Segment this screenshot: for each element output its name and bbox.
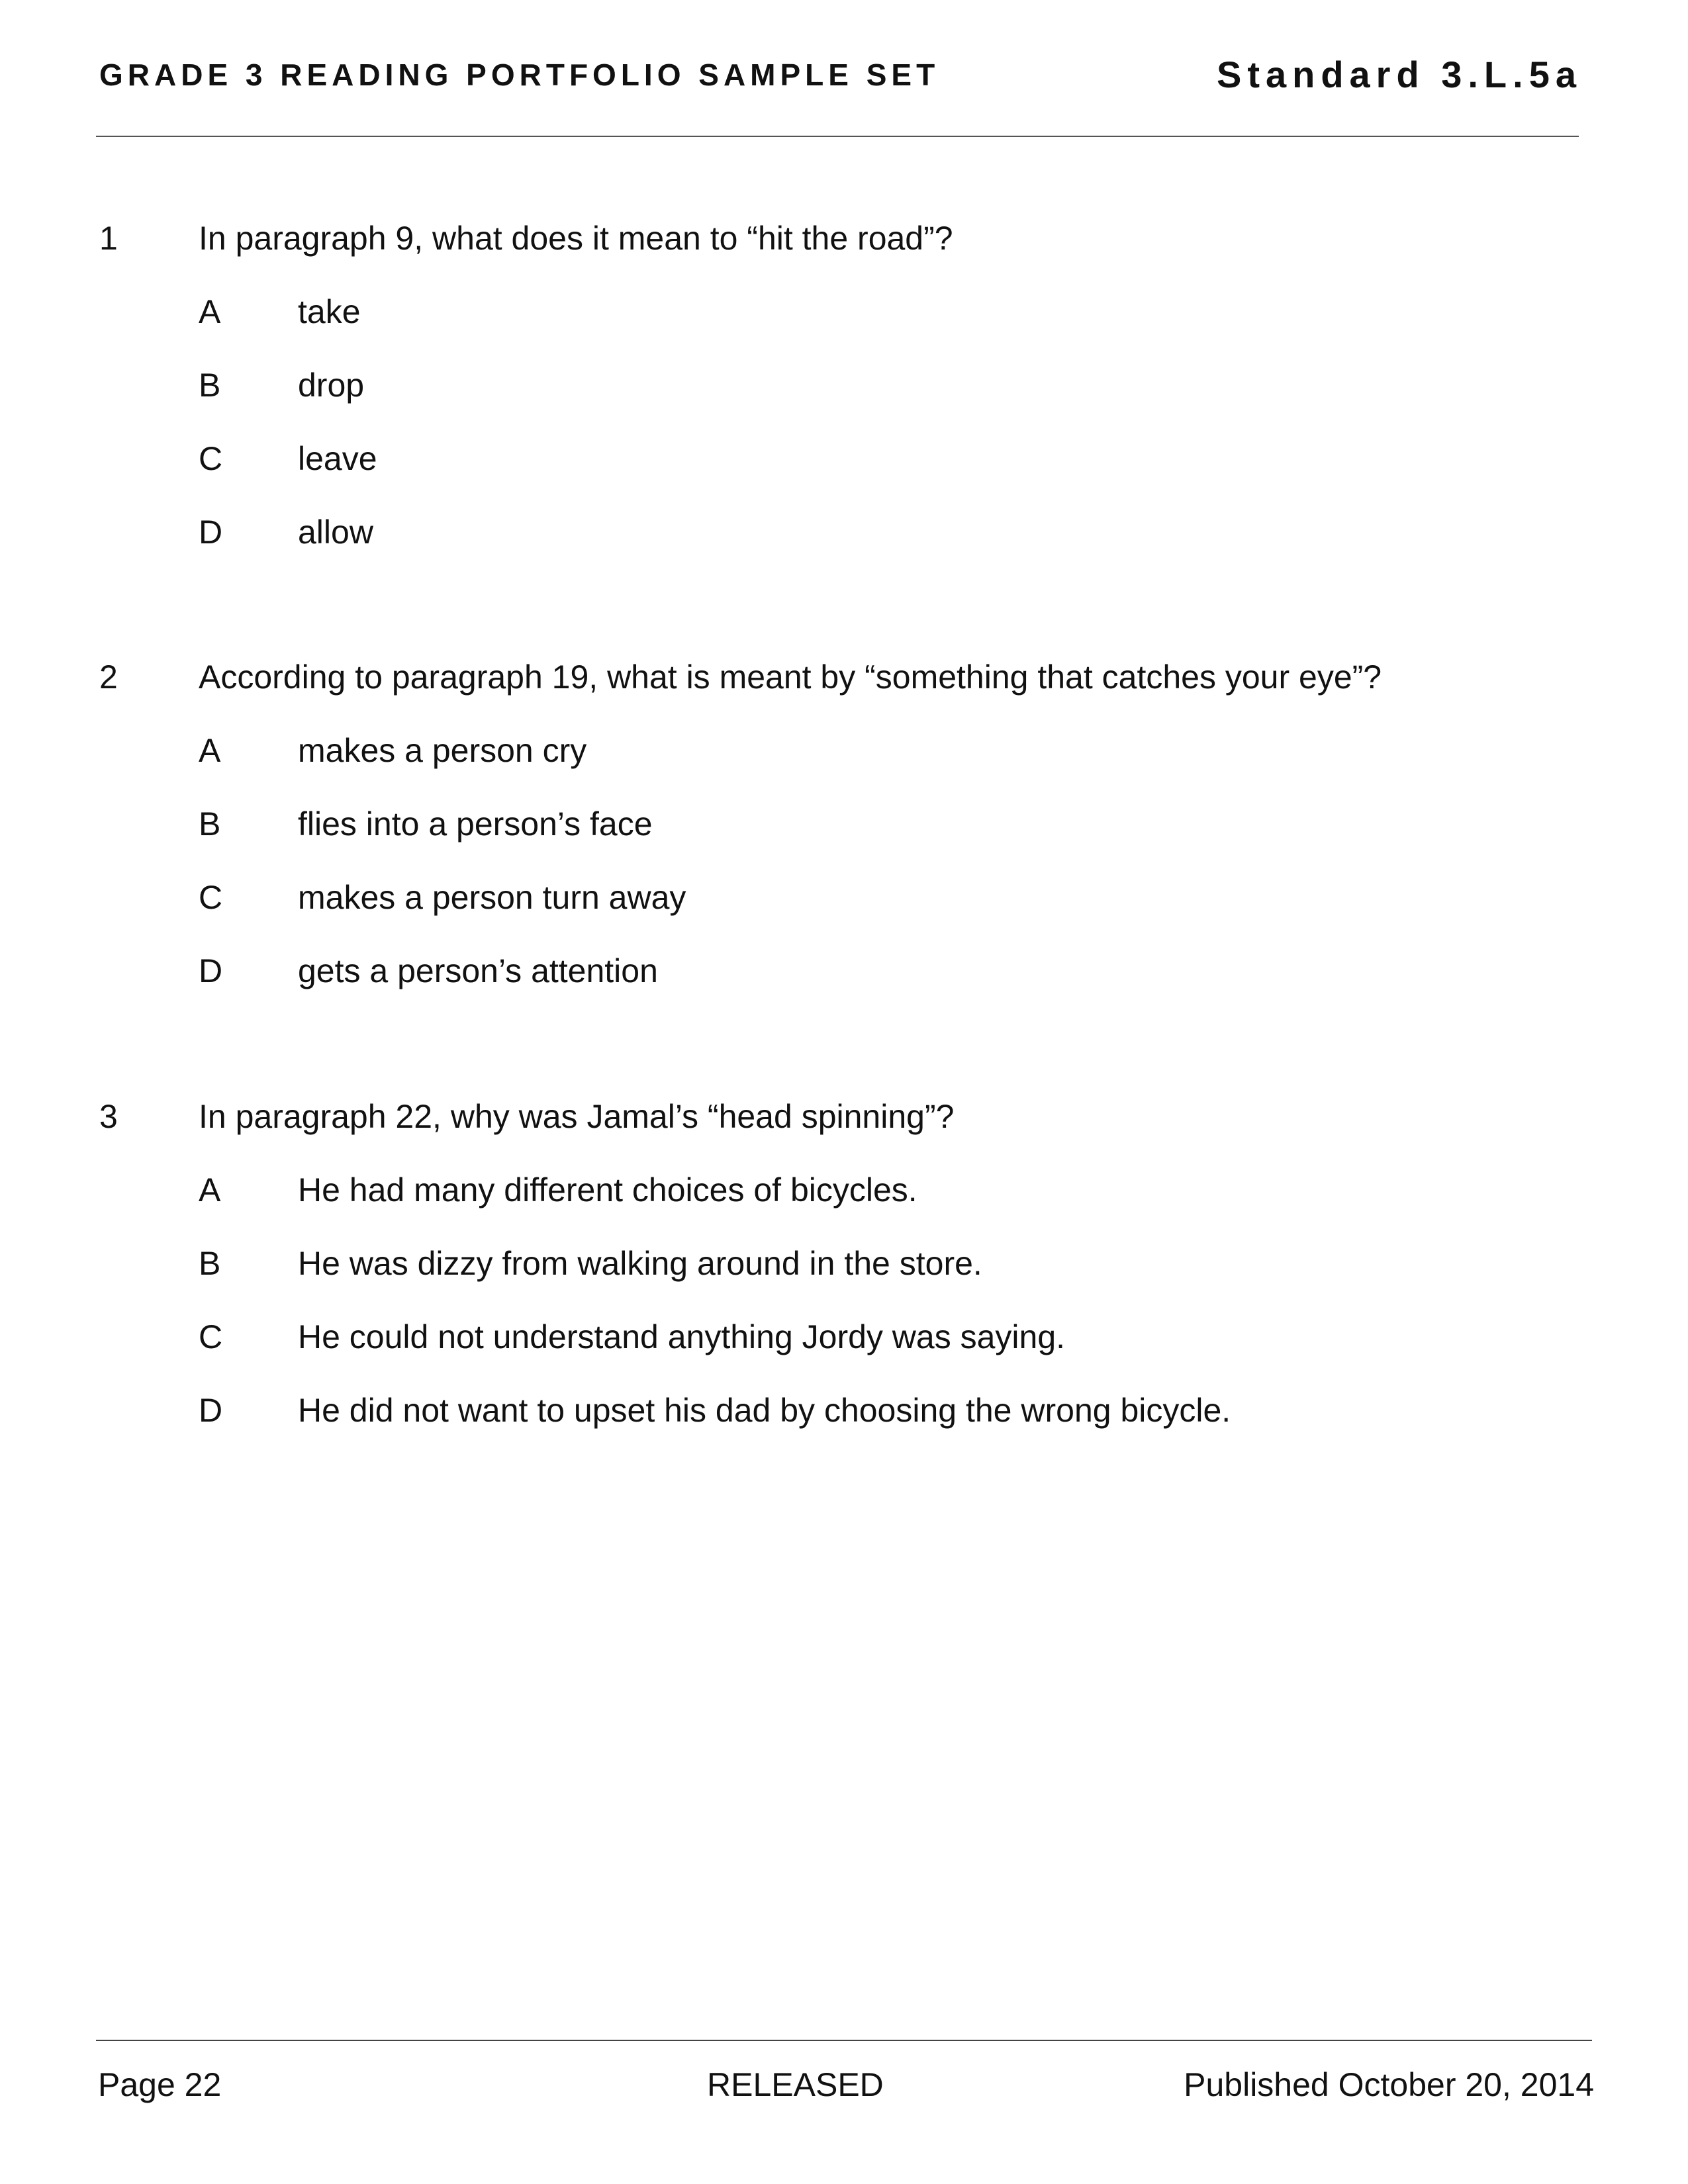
choice-text: flies into a person’s face: [298, 805, 653, 842]
question-number: 1: [99, 220, 118, 257]
answer-choice-d: [99, 951, 1595, 991]
choice-letter: A: [199, 732, 221, 769]
question-1: [99, 218, 1595, 552]
choice-letter: D: [199, 1392, 223, 1429]
choice-letter: A: [199, 1171, 221, 1208]
answer-choice-d: [99, 1390, 1595, 1430]
question-2: [99, 657, 1595, 991]
choice-text: allow: [298, 514, 373, 551]
choice-text: drop: [298, 367, 365, 404]
choice-text: He did not want to upset his dad by choosing the wrong bicycle.: [298, 1392, 1231, 1429]
question-text: In paragraph 9, what does it mean to “hit the road”?: [199, 220, 953, 257]
answer-choice-c: [99, 1317, 1595, 1357]
question-stem: [99, 218, 1595, 258]
question-stem: [99, 1097, 1595, 1136]
choice-letter: D: [199, 514, 223, 551]
answer-choice-a: [99, 292, 1595, 332]
choice-text: take: [298, 293, 361, 330]
choice-letter: B: [199, 1245, 221, 1282]
choice-letter: D: [199, 952, 223, 989]
answer-choice-a: [99, 731, 1595, 770]
footer-divider: [96, 2040, 1592, 2041]
choice-text: makes a person turn away: [298, 879, 686, 916]
page-header: [99, 54, 1582, 97]
question-stem: [99, 657, 1595, 697]
choice-text: He was dizzy from walking around in the store.: [298, 1245, 982, 1282]
answer-choice-c: [99, 878, 1595, 917]
answer-choice-c: [99, 439, 1595, 478]
question-text: According to paragraph 19, what is meant by “something that catches your eye”?: [199, 659, 1382, 696]
standard-label: Standard 3.L.5a: [1216, 54, 1582, 95]
choice-text: makes a person cry: [298, 732, 587, 769]
page-footer: [98, 2065, 1594, 2105]
choice-letter: A: [199, 293, 221, 330]
answer-choice-b: [99, 1244, 1595, 1283]
question-3: [99, 1097, 1595, 1430]
question-text: In paragraph 22, why was Jamal’s “head spinning”?: [199, 1098, 955, 1135]
release-status: RELEASED: [707, 2066, 884, 2103]
choice-text: He could not understand anything Jordy was saying.: [298, 1318, 1066, 1355]
answer-choice-b: [99, 804, 1595, 844]
choice-letter: B: [199, 805, 221, 842]
answer-choice-d: [99, 512, 1595, 552]
header-divider: [96, 136, 1579, 137]
choice-letter: C: [199, 1318, 223, 1355]
page-number: Page 22: [98, 2066, 222, 2103]
choice-letter: C: [199, 440, 223, 477]
question-number: 3: [99, 1098, 118, 1135]
choice-text: leave: [298, 440, 377, 477]
published-date: Published October 20, 2014: [1184, 2066, 1594, 2103]
document-title: GRADE 3 READING PORTFOLIO SAMPLE SET: [99, 58, 940, 92]
question-number: 2: [99, 659, 118, 696]
answer-choice-a: [99, 1170, 1595, 1210]
choice-letter: B: [199, 367, 221, 404]
choice-letter: C: [199, 879, 223, 916]
choice-text: He had many different choices of bicycles.: [298, 1171, 917, 1208]
answer-choice-b: [99, 365, 1595, 405]
choice-text: gets a person’s attention: [298, 952, 658, 989]
